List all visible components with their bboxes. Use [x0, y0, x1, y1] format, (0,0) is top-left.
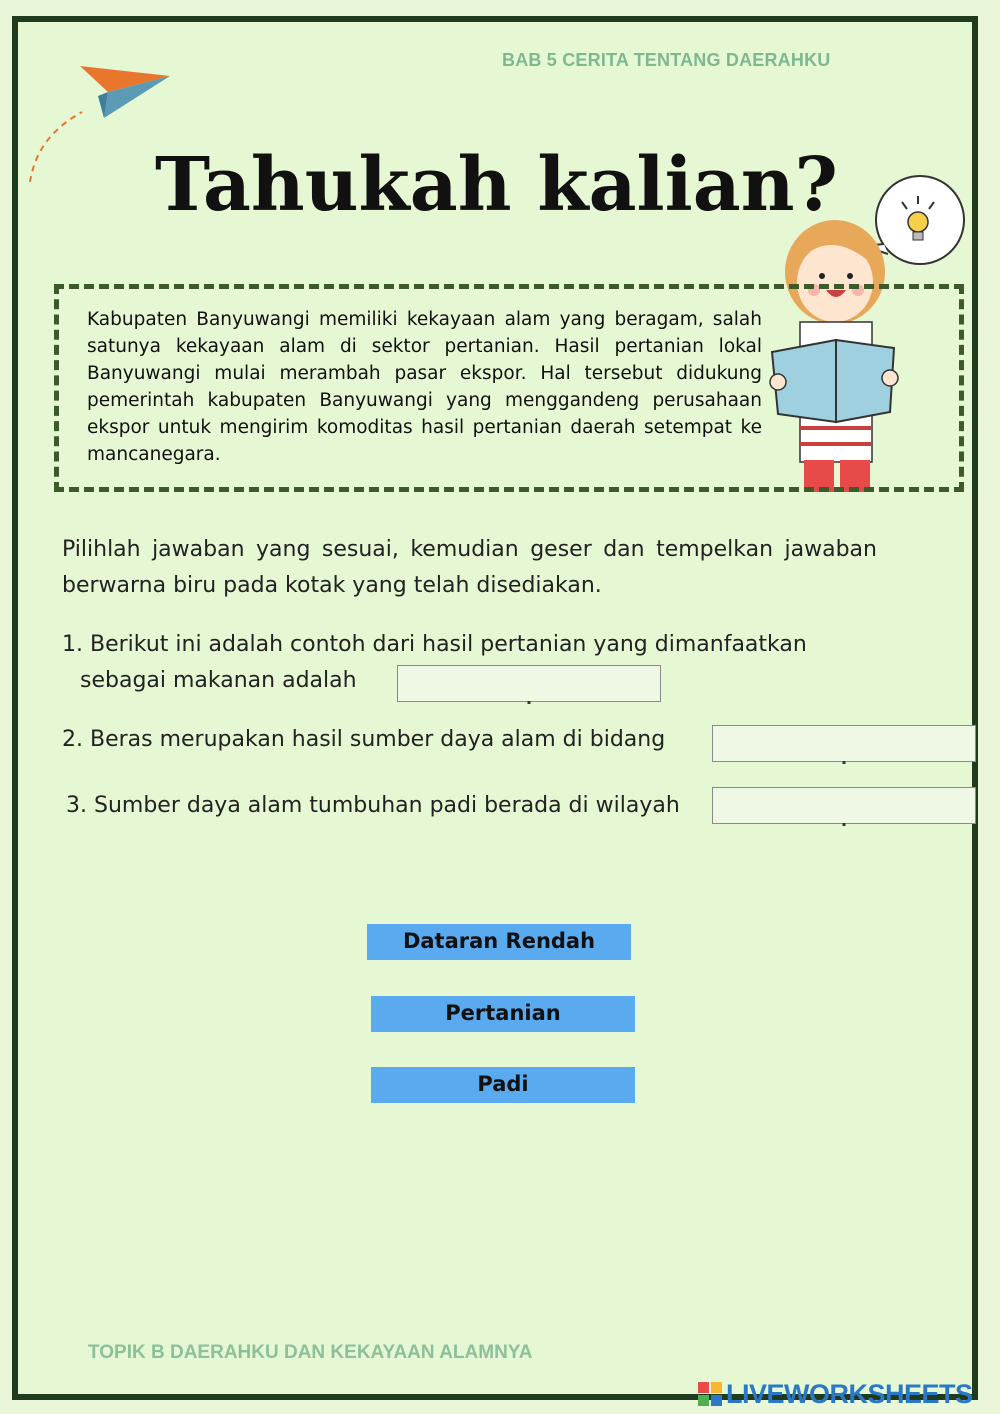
topic-label: TOPIK B DAERAHKU DAN KEKAYAAN ALAMNYA — [88, 1342, 533, 1363]
liveworksheets-brand[interactable] — [698, 1378, 973, 1410]
instruction-text: Pilihlah jawaban yang sesuai, kemudian geser dan tempelkan jawaban berwarna biru pada kotak yang telah disediakan. — [62, 537, 877, 598]
question-1-line-2: sebagai makanan adalah — [80, 668, 357, 693]
page-title: Tahukah kalian? — [155, 142, 838, 228]
answer-dataran-rendah[interactable]: Dataran Rendah — [367, 924, 631, 960]
answer-pertanian[interactable]: Pertanian — [371, 996, 635, 1032]
question-1-line-1: 1. Berikut ini adalah contoh dari hasil pertanian yang dimanfaatkan — [62, 632, 807, 657]
liveworksheets-logo-icon — [698, 1382, 722, 1406]
question-2: 2. Beras merupakan hasil sumber daya alam di bidang — [62, 727, 666, 752]
question-3: 3. Sumber daya alam tumbuhan padi berada di wilayah — [66, 793, 680, 818]
answer-drop-box-3[interactable] — [712, 787, 976, 824]
chapter-label: BAB 5 CERITA TENTANG DAERAHKU — [502, 50, 831, 70]
answer-drop-box-1[interactable] — [397, 665, 661, 702]
info-paragraph: Kabupaten Banyuwangi memiliki kekayaan alam yang beragam, salah satunya kekayaan alam di sektor pertanian. Hasil pertanian lokal Banyuwangi mulai merambah pasar ekspor. Hal tersebut didukung pemerintah kabupaten Banyuwangi yang menggandeng perusahaan ekspor untuk mengirim komoditas hasil pertanian daerah setempat ke mancanegara. — [87, 309, 762, 465]
answer-drop-box-2[interactable] — [712, 725, 976, 762]
brand-text: LIVEWORKSHEETS — [726, 1378, 973, 1409]
answer-padi[interactable]: Padi — [371, 1067, 635, 1103]
